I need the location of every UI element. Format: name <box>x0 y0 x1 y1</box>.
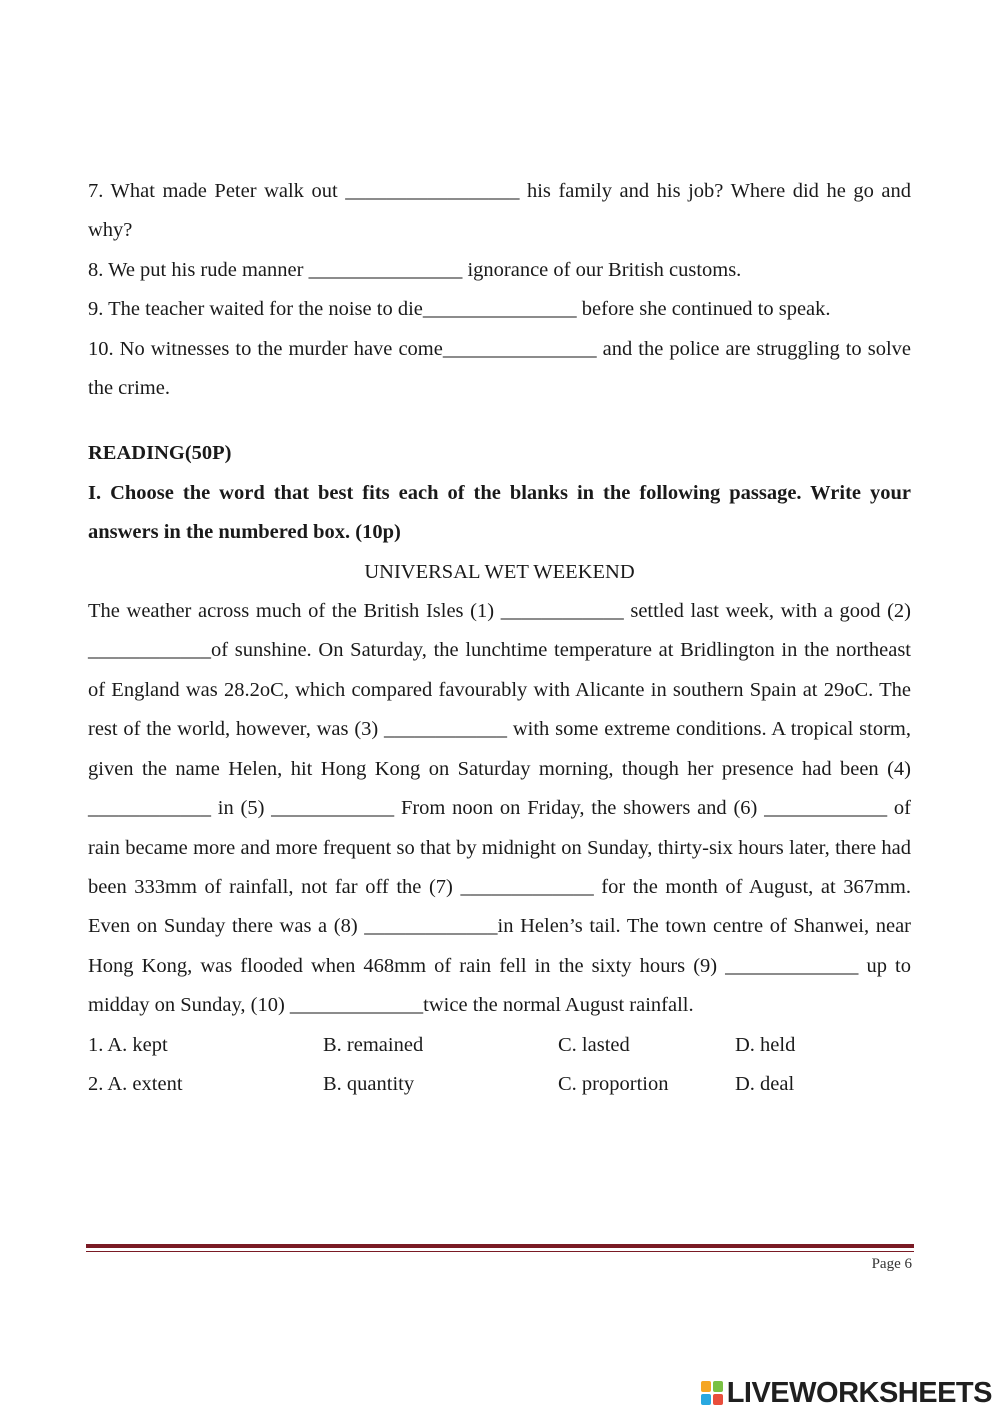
option-2b: B. quantity <box>323 1072 415 1095</box>
liveworksheets-logo[interactable] <box>701 1377 992 1409</box>
footer-divider <box>86 1244 914 1248</box>
option-1c: C. lasted <box>558 1033 630 1056</box>
liveworksheets-logo-icon <box>701 1381 723 1405</box>
option-2c: C. proportion <box>558 1072 669 1095</box>
logo-square-icon <box>701 1394 711 1405</box>
logo-square-icon <box>713 1381 723 1392</box>
reading-heading: READING(50P) <box>88 442 232 465</box>
question-7: 7. What made Peter walk out _________________ his family and his job? Where did he go and why? <box>88 180 911 242</box>
question-8: 8. We put his rude manner _______________ ignorance of our British customs. <box>88 258 742 281</box>
worksheet-content <box>88 172 911 1104</box>
logo-text: LIVEWORKSHEETS <box>726 1377 992 1409</box>
options-row-2 <box>88 1065 911 1104</box>
logo-square-icon <box>713 1394 723 1405</box>
question-9: 9. The teacher waited for the noise to die_______________ before she continued to speak. <box>88 298 831 321</box>
reading-instruction: I. Choose the word that best fits each of the blanks in the following passage. Write your answers in the numbered box. (10p) <box>88 481 911 544</box>
option-2d: D. deal <box>735 1072 795 1095</box>
logo-square-icon <box>701 1381 711 1392</box>
option-1a: 1. A. kept <box>88 1033 168 1056</box>
option-1d: D. held <box>735 1033 796 1056</box>
reading-passage: The weather across much of the British Isles (1) ____________ settled last week, with a good (2) ____________of sunshine. On Saturday, the lunchtime temperature at Bridlington in the northeast of England was 28.2oC, which compared favourably with Alicante in southern Spain at 29oC. The rest of the world, however, was (3) ____________ with some extreme conditions. A tropical storm, given the name Helen, hit Hong Kong on Saturday morning, though her presence had been (4) ____________ in (5) ____________ From noon on Friday, the showers and (6) ____________ of rain became more and more frequent so that by midnight on Sunday, thirty-six hours later, there had been 333mm of rainfall, not far off the (7) _____________ for the month of August, at 367mm. Even on Sunday there was a (8) _____________in Helen’s tail. The town centre of Shanwei, near Hong Kong, was flooded when 468mm of rain fell in the sixty hours (9) _____________ up to midday on Sunday, (10) _____________twice the normal August rainfall. <box>88 600 911 1017</box>
options-row-1 <box>88 1026 911 1065</box>
passage-title: UNIVERSAL WET WEEKEND <box>364 560 635 583</box>
section-gap <box>88 408 911 434</box>
option-1b: B. remained <box>323 1033 424 1056</box>
footer-divider-thin <box>86 1251 914 1252</box>
question-10: 10. No witnesses to the murder have come_______________ and the police are struggling to solve the crime. <box>88 337 911 400</box>
option-2a: 2. A. extent <box>88 1072 183 1095</box>
page-number: Page 6 <box>871 1256 912 1272</box>
